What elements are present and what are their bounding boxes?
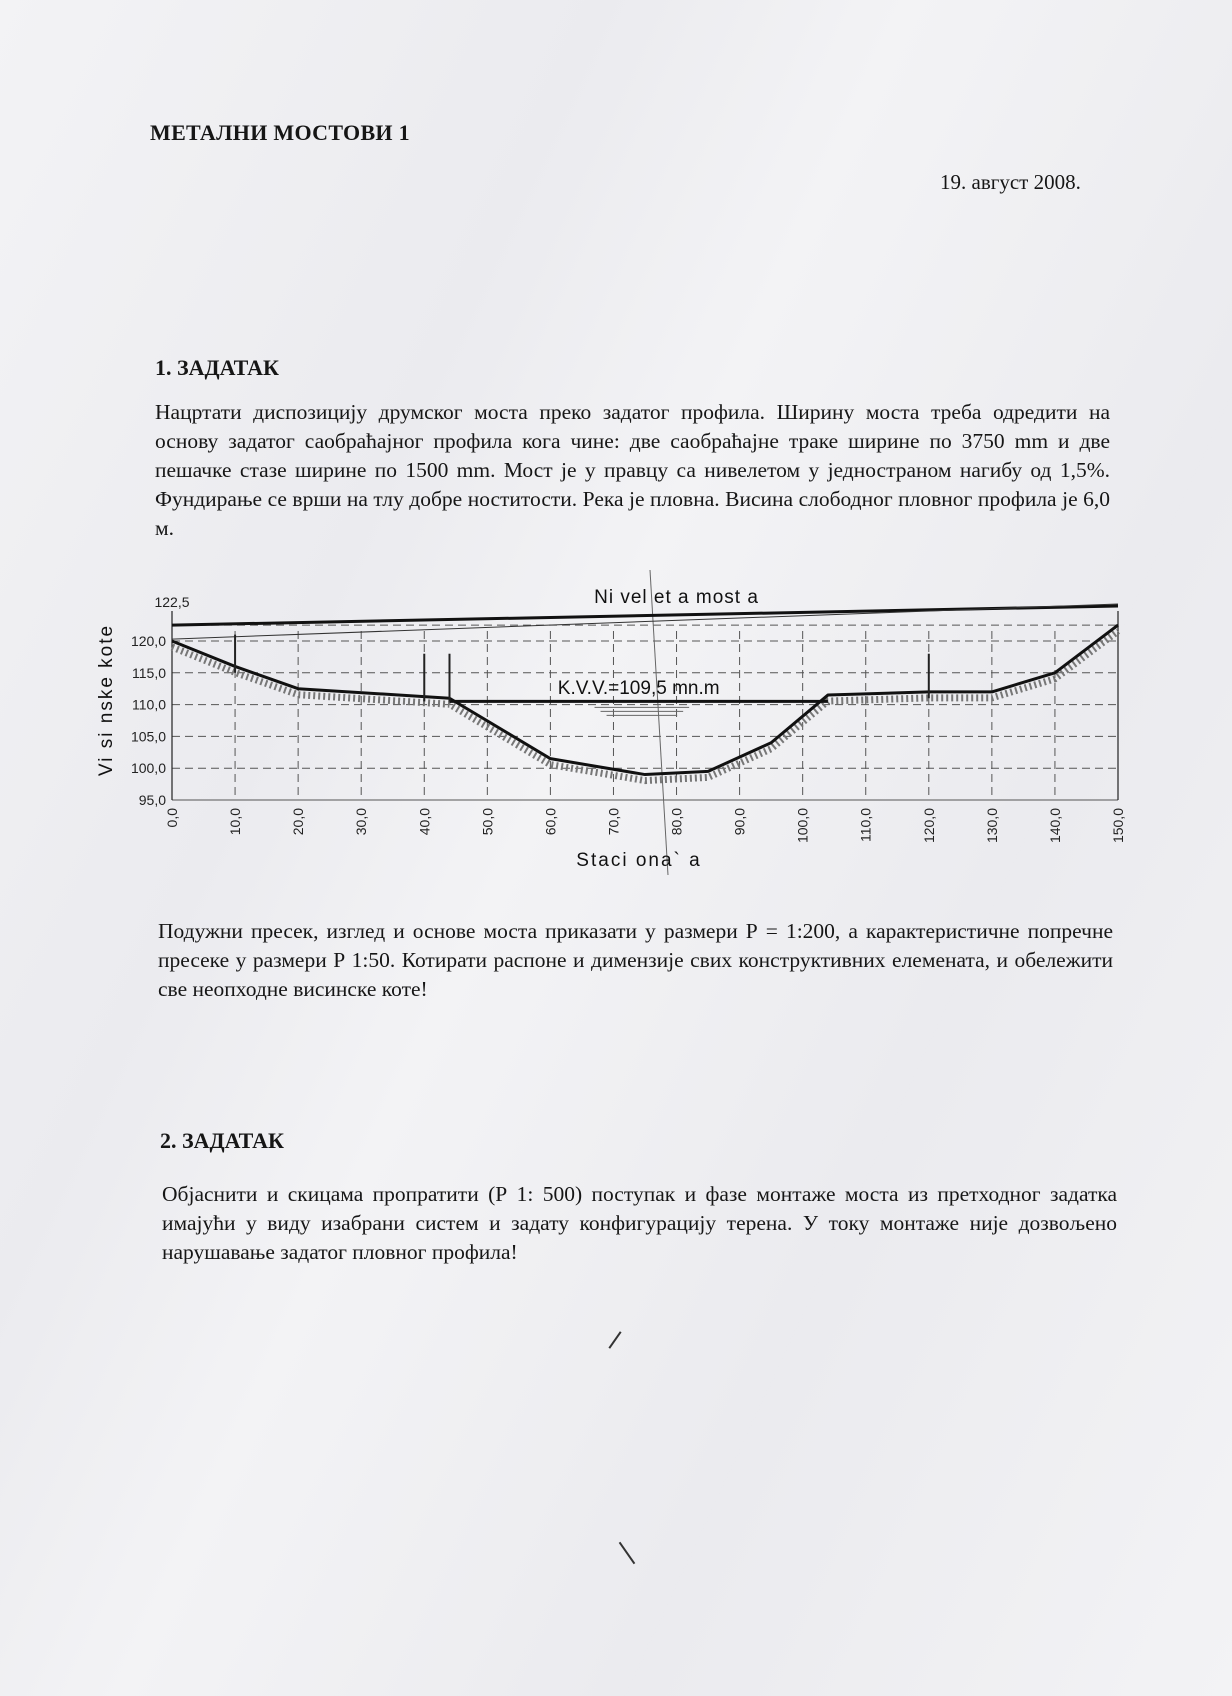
x-tick-label: 30,0 [353,808,370,836]
x-tick-label: 110,0 [857,808,874,842]
x-tick-label: 20,0 [290,808,307,836]
x-tick-label: 10,0 [227,808,244,836]
y-axis-label: Vi si nske kote [96,623,117,777]
y-tick-label: 100,0 [130,760,166,777]
terrain-line [172,625,1118,774]
x-tick-label: 130,0 [983,808,1000,844]
terrain-hatch [172,631,1118,780]
niveleta-label: Ni vel et a most a [594,587,759,608]
x-tick-label: 70,0 [605,808,622,836]
task1-heading: 1. ЗАДАТАК [155,355,280,380]
task1-paragraph: Нацртати диспозицију друмског моста преко задатог профила. Ширину моста треба одредити на основу задатог саобраћајног профила кога чине: две саобраћајне траке ширине по 3750 mm и две пешачке стазе ширине по 1500 mm. Мост је у правцу са нивелетом у једностраном нагибу од 1,5%. Фундирање се врши на тлу добре ноститости. Река је пловна. Висина слободног пловног профила је 6,0 м. [155,400,1110,540]
kvv-label: K.V.V.=109,5 mn.m [557,678,720,699]
x-tick-label: 140,0 [1046,808,1063,844]
x-tick-label: 60,0 [542,808,559,836]
x-tick-label: 80,0 [668,808,685,836]
task2-paragraph: Објаснити и скицама пропратити (Р 1: 500) поступак и фазе монтаже моста из претходног задатка имајући у виду изабрани систем и задату конфигурацију терена. У току монтаже није дозвољено нарушавање задатог пловног профила! [162,1182,1117,1264]
y-tick-label: 105,0 [130,728,166,745]
x-tick-label: 90,0 [731,808,748,836]
document-date: 19. август 2008. [940,170,1081,194]
x-tick-label: 40,0 [416,808,433,836]
chart-labels [96,587,1126,871]
x-tick-label: 120,0 [920,808,937,844]
y-tick-label: 115,0 [132,664,166,681]
y-tick-label: 110,0 [132,696,166,713]
terrain-hatching [172,631,1118,780]
x-tick-label: 150,0 [1110,808,1126,844]
task1-drawing-instructions: Подужни пресек, изглед и основе моста приказати у размери Р = 1:200, а карактеристичне попречне пресеке у размери Р 1:50. Котирати распоне и димензије свих конструктивних елемената, и обележити све неопходне висинске коте! [158,919,1113,1001]
task2-heading: 2. ЗАДАТАК [160,1128,285,1153]
top-level-label: 122,5 [154,594,190,611]
x-tick-label: 0,0 [164,808,180,828]
y-tick-label: 95,0 [138,792,166,808]
x-tick-label: 50,0 [479,808,496,836]
document-title: МЕТАЛНИ МОСТОВИ 1 [150,120,410,145]
x-axis-label: Staci ona` a [576,850,702,871]
x-tick-label: 100,0 [794,808,811,844]
y-tick-label: 120,0 [130,633,166,649]
